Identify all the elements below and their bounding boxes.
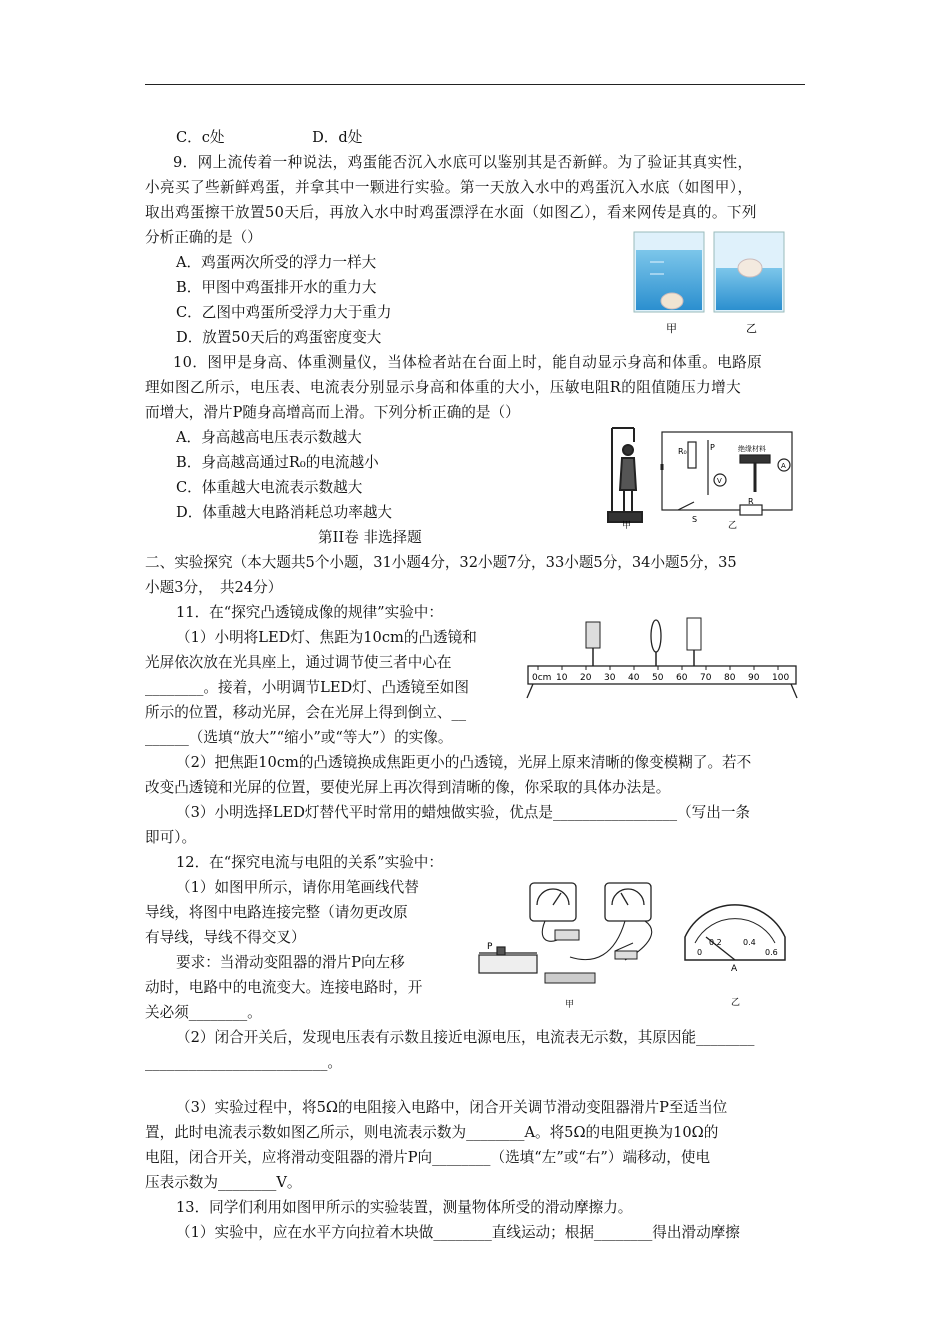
- q12-part3-line: （3）实验过程中，将5Ω的电阻接入电路中，闭合开关调节滑动变阻器滑片P至适当位: [176, 1099, 728, 1116]
- beaker-b: [714, 232, 784, 312]
- ammeter-dial: [685, 905, 785, 974]
- q8-options-cd: C．c处 D．d处: [176, 129, 363, 146]
- q12-part1-line: （1）如图甲所示，请你用笔画线代替: [176, 879, 419, 896]
- q11-part1-line: 所示的位置，移动光屏，会在光屏上得到倒立、__: [145, 704, 467, 721]
- dial-unit: A: [731, 964, 738, 974]
- q11-part1-line: ________。接着，小明调节LED灯、凸透镜至如图: [145, 679, 469, 696]
- egg-beaker-figure: [630, 228, 790, 340]
- circuit-figure: [475, 875, 795, 1025]
- section-heading: 小题3分， 共24分）: [145, 579, 283, 596]
- q13-part1-line: （1）实验中，应在水平方向拉着木块做________直线运动；根据________得出滑动摩擦: [176, 1224, 740, 1241]
- scale-ammeter-a: A: [781, 462, 786, 470]
- switch: [615, 943, 637, 959]
- q9-stem-line: 分析正确的是（）: [145, 229, 262, 246]
- bench-tick-label: 20: [580, 673, 592, 683]
- q9-option-b: B．甲图中鸡蛋排开水的重力大: [176, 279, 377, 296]
- bench-tick-label: 60: [676, 673, 688, 683]
- ammeter: [605, 883, 651, 921]
- q11-part1-line: ______（选填“放大”“缩小”或“等大”）的实像。: [145, 729, 453, 746]
- q12-part2-line: （2）闭合开关后，发现电压表有示数且接近电源电压，电流表无示数，其原因能________: [176, 1029, 755, 1046]
- dial-tick-0.2: 0.2: [709, 938, 722, 947]
- beaker-a: [634, 232, 704, 312]
- bench-tick-label: 100: [772, 673, 790, 683]
- led-lamp: [586, 622, 600, 666]
- dial-tick-0: 0: [697, 948, 703, 957]
- battery: [545, 973, 595, 983]
- q10-option-c: C．体重越大电流表示数越大: [176, 479, 363, 496]
- light-screen: [687, 618, 701, 666]
- resistor: [555, 930, 579, 940]
- bench-tick-label: 80: [724, 673, 736, 683]
- q10-stem-line: 理如图乙所示，电压表、电流表分别显示身高和体重的大小，压敏电阻R的阻值随压力增大: [145, 379, 742, 396]
- q11-part1-line: 光屏依次放在光具座上，通过调节使三者中心在: [145, 654, 452, 671]
- convex-lens: [651, 620, 661, 666]
- bench-tick-label: 90: [748, 673, 760, 683]
- scale-label-a: 甲: [622, 521, 632, 531]
- scale-label-b: 乙: [728, 521, 738, 531]
- q12-part3-line: 置，此时电流表示数如图乙所示，则电流表示数为________A。将5Ω的电阻更换为10Ω的: [145, 1124, 719, 1141]
- q12-part1-line: 要求：当滑动变阻器的滑片P向左移: [176, 954, 405, 971]
- q9-stem-line: 取出鸡蛋擦干放置50天后，再放入水中时鸡蛋漂浮在水面（如图乙），看来网传是真的。下列: [145, 204, 757, 221]
- height-scale-figure: [600, 420, 805, 532]
- q11-title: 11．在“探究凸透镜成像的规律”实验中：: [176, 604, 443, 621]
- scale-r0: R₀: [678, 447, 687, 456]
- q12-part3-line: 压表示数为________V。: [145, 1174, 302, 1191]
- q11-part1-line: （1）小明将LED灯、焦距为10cm的凸透镜和: [176, 629, 477, 646]
- bench-tick-label: 40: [628, 673, 640, 683]
- q11-part2-line: （2）把焦距10cm的凸透镜换成焦距更小的凸透镜，光屏上原来清晰的像变模糊了。若不: [176, 754, 752, 771]
- q12-part1-line: 动时，电路中的电流变大。连接电路时，开: [145, 979, 423, 996]
- scale-voltmeter-v: V: [717, 477, 722, 485]
- circuit-label-b: 乙: [731, 998, 741, 1008]
- q11-part3-line: 即可）。: [145, 829, 197, 846]
- section-heading: 二、实验探究（本大题共5个小题，31小题4分，32小题7分，33小题5分，34小题5分，35: [145, 554, 737, 571]
- voltmeter: [530, 883, 576, 921]
- scale-material: 绝缘材料: [738, 445, 766, 453]
- scale-circuit: [662, 432, 792, 515]
- scale-switch-s: S: [692, 515, 698, 524]
- q9-option-d: D．放置50天后的鸡蛋密度变大: [176, 329, 382, 346]
- dial-tick-0.4: 0.4: [743, 938, 756, 947]
- bench-tick-label: 10: [556, 673, 568, 683]
- q13-title: 13．同学们利用如图甲所示的实验装置，测量物体所受的滑动摩擦力。: [176, 1199, 633, 1216]
- bench-tick-label: 50: [652, 673, 664, 683]
- scale-p: P: [710, 443, 715, 452]
- q10-stem-line: 10．图甲是身高、体重测量仪，当体检者站在台面上时，能自动显示身高和体重。电路原: [173, 354, 763, 371]
- circuit-label-a: 甲: [565, 1000, 575, 1010]
- q11-part2-line: 改变凸透镜和光屏的位置，要使光屏上再次得到清晰的像，你采取的具体办法是。: [145, 779, 671, 796]
- scale-device: [608, 428, 642, 522]
- q9-stem-line: 小亮买了些新鲜鸡蛋，并拿其中一颗进行实验。第一天放入水中的鸡蛋沉入水底（如图甲），: [145, 179, 753, 196]
- q10-stem-line: 而增大，滑片P随身高增高而上滑。下列分析正确的是（）: [145, 404, 520, 421]
- q9-stem-line: 9．网上流传着一种说法，鸡蛋能否沉入水底可以鉴别其是否新鲜。为了验证其真实性，: [173, 154, 753, 171]
- q12-part1-line: 导线，将图中电路连接完整（请勿更改原: [145, 904, 408, 921]
- q12-part3-line: 电阻，闭合开关，应将滑动变阻器的滑片P向________（选填“左”或“右”）端移动，使电: [145, 1149, 711, 1166]
- header-rule: [145, 84, 805, 85]
- egg-label-b: 乙: [746, 322, 757, 335]
- q9-option-a: A．鸡蛋两次所受的浮力一样大: [176, 254, 377, 271]
- bench-tick-label: 70: [700, 673, 712, 683]
- egg-label-a: 甲: [666, 322, 677, 335]
- bench-tick-label: 0cm: [532, 673, 552, 683]
- q10-option-d: D．体重越大电路消耗总功率越大: [176, 504, 393, 521]
- q9-option-c: C．乙图中鸡蛋所受浮力大于重力: [176, 304, 392, 321]
- q11-part3-line: （3）小明选择LED灯替代平时常用的蜡烛做实验，优点是_________________（写出一条: [176, 804, 751, 821]
- q12-part2-line: _________________________。: [145, 1054, 343, 1071]
- rheostat-p: P: [487, 942, 493, 952]
- q10-option-a: A．身高越高电压表示数越大: [176, 429, 362, 446]
- dial-tick-0.6: 0.6: [765, 948, 778, 957]
- q12-title: 12．在“探究电流与电阻的关系”实验中：: [176, 854, 443, 871]
- bench-tick-label: 30: [604, 673, 616, 683]
- q12-part1-line: 关必须________。: [145, 1004, 262, 1021]
- scale-r: R: [748, 497, 754, 506]
- q12-part1-line: 有导线，导线不得交叉）: [145, 929, 306, 946]
- q10-option-b: B．身高越高通过R₀的电流越小: [176, 454, 379, 471]
- optical-bench-figure: [525, 612, 800, 700]
- section-title: 第II卷 非选择题: [318, 529, 422, 546]
